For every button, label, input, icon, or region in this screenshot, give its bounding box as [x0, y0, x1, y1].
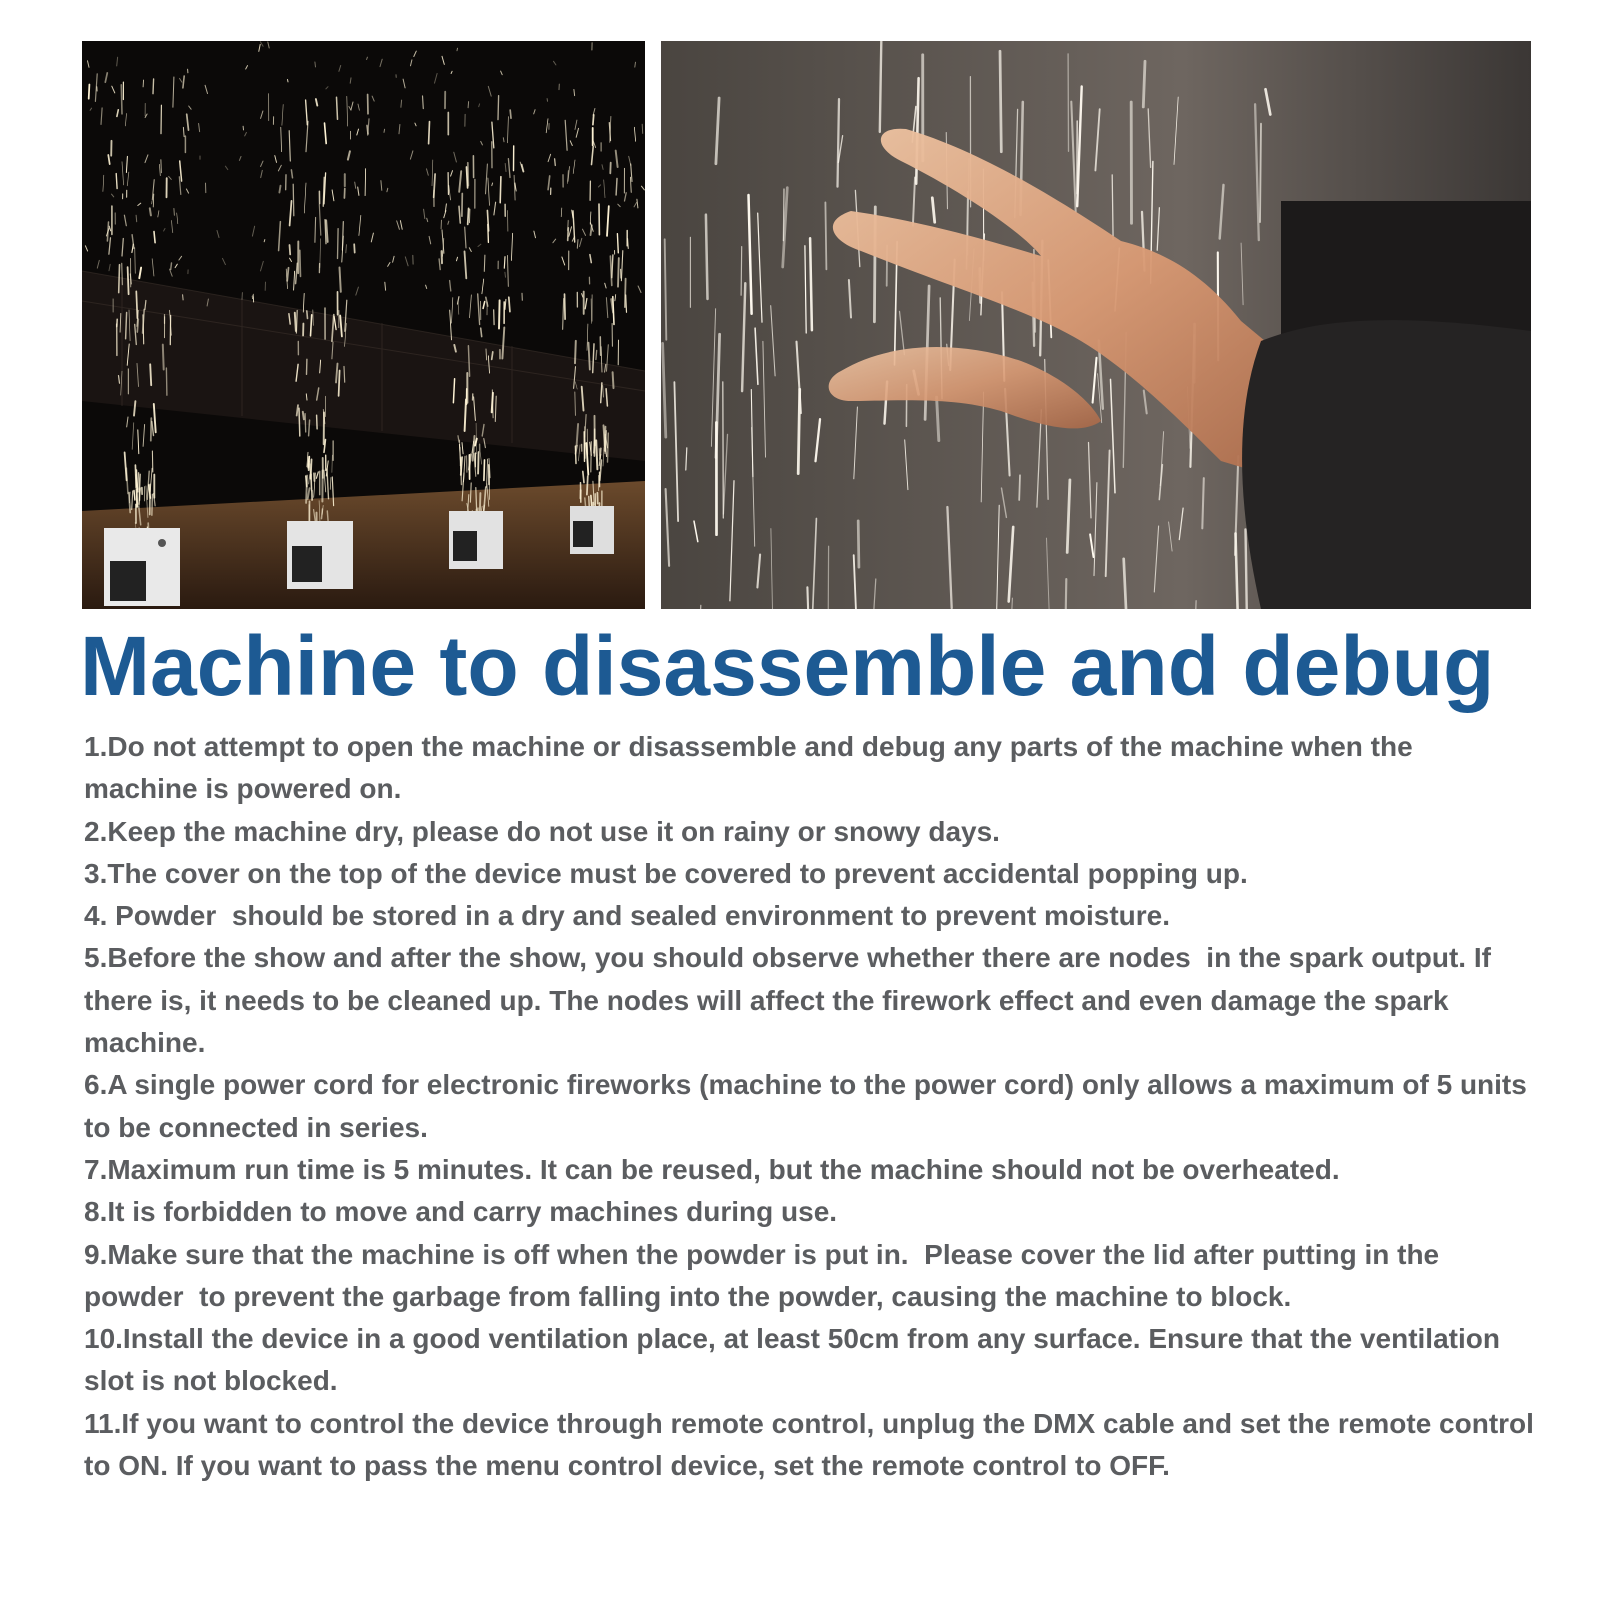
spark-streak	[467, 167, 468, 188]
spark-machine-1	[104, 528, 180, 606]
spark-streak	[121, 85, 122, 114]
spark-dot	[568, 220, 569, 230]
spark-streak	[596, 440, 597, 469]
rule-item: 9.Make sure that the machine is off when the powder is put in. Please cover the lid after putting in the powder to prevent the garbage from falling into the powder, causing the machine to block.	[84, 1238, 1447, 1312]
spark-streak	[153, 79, 154, 94]
spark-dot	[174, 209, 175, 216]
spark-streak	[825, 202, 826, 269]
hand-in-sparks-photo	[661, 41, 1531, 609]
spark-streak	[838, 99, 840, 187]
spark-streak	[594, 441, 595, 453]
spark-dot	[577, 240, 578, 249]
spark-streak	[613, 372, 614, 388]
spark-streak	[880, 42, 882, 132]
spark-streak	[126, 313, 127, 339]
spark-machine-2	[287, 521, 353, 589]
spark-streak	[303, 412, 304, 420]
rule-item: 10.Install the device in a good ventilation place, at least 50cm from any surface. Ensure that the ventilation slot is not blocked.	[84, 1323, 1508, 1397]
spark-streak	[498, 96, 499, 120]
spark-streak	[295, 313, 296, 331]
spark-streak	[617, 234, 618, 253]
rule-item: 11.If you want to control the device through remote control, unplug the DMX cable and set the remote control to ON. If you want to pass the menu control device, set the remote control to OFF.	[84, 1407, 1542, 1482]
sleeve-shape	[1242, 320, 1531, 609]
spark-streak	[591, 442, 592, 472]
spark-streak	[330, 478, 331, 490]
spark-dot	[136, 215, 137, 221]
spark-streak	[1246, 529, 1248, 609]
spark-dot	[468, 102, 469, 108]
spark-streak	[565, 294, 566, 319]
spark-dot	[183, 127, 184, 136]
spark-streak	[596, 350, 597, 359]
spark-streak	[128, 267, 129, 294]
spark-streak	[1260, 124, 1261, 222]
spark-streak	[741, 247, 742, 296]
spark-dot	[264, 240, 265, 242]
spark-streak	[575, 392, 576, 415]
rule-item: 4. Powder should be stored in a dry and sealed environment to prevent moisture.	[84, 900, 1171, 932]
spark-streak	[136, 291, 137, 318]
spark-streak	[604, 425, 605, 446]
spark-streak	[337, 97, 338, 119]
spark-streak	[293, 184, 294, 216]
spark-streak	[305, 414, 306, 432]
spark-dot	[505, 272, 506, 277]
spark-streak	[338, 229, 339, 259]
spark-streak	[354, 244, 355, 252]
spark-streak	[300, 250, 301, 276]
spark-streak	[344, 367, 345, 383]
spark-streak	[500, 177, 501, 203]
spark-streak	[313, 310, 314, 326]
spark-streak	[468, 208, 469, 224]
spark-streak	[616, 179, 617, 196]
spark-streak	[150, 208, 151, 215]
spark-streak	[706, 215, 708, 299]
spark-dot	[574, 90, 575, 96]
spark-streak	[481, 328, 482, 337]
spark-dot	[183, 295, 184, 300]
spark-streak	[555, 159, 556, 166]
spark-streak	[339, 371, 340, 396]
spark-streak	[509, 297, 510, 311]
spark-streak	[587, 476, 588, 495]
hand-sparks-illustration	[661, 41, 1531, 609]
spark-machines-illustration	[82, 41, 645, 609]
spark-streak	[122, 263, 123, 284]
rule-item: 1.Do not attempt to open the machine or disassemble and debug any parts of the machine when the machine is powered on.	[84, 731, 1421, 805]
rule-item: 5.Before the show and after the show, you should observe whether there are nodes in the spark output. If there is, it needs to be cleaned up. The nodes will affect the firework effect and even damage the spark machine.	[84, 942, 1499, 1059]
spark-streak	[492, 352, 493, 360]
spark-streak	[488, 224, 489, 242]
spark-streak	[783, 189, 784, 241]
spark-dot	[288, 80, 289, 82]
spark-streak	[429, 122, 430, 144]
spark-streak	[618, 258, 619, 287]
spark-streak	[593, 115, 594, 125]
spark-streak	[499, 300, 500, 328]
spark-streak	[723, 382, 724, 518]
spark-streak	[163, 345, 164, 370]
spark-streak	[1000, 51, 1001, 152]
spark-streak	[315, 217, 316, 242]
spark-streak	[1019, 475, 1020, 500]
spark-streak	[470, 483, 471, 502]
spark-dot	[401, 100, 402, 107]
rule-item: 3.The cover on the top of the device must be covered to prevent accidental popping up.	[84, 857, 1248, 889]
spark-streak	[150, 364, 151, 385]
spark-streak	[154, 232, 155, 243]
spark-streak	[290, 245, 291, 254]
spark-streak	[296, 311, 297, 334]
spark-streak	[317, 415, 318, 429]
spark-streak	[365, 169, 366, 196]
spark-streak	[486, 349, 487, 360]
spark-dot	[384, 129, 385, 132]
spark-streak	[135, 465, 136, 488]
rule-item: 2.Keep the machine dry, please do not use it on rainy or snowy days.	[84, 815, 1000, 847]
spark-streak	[89, 85, 90, 99]
spark-machine-3	[449, 511, 503, 569]
rule-item: 7.Maximum run time is 5 minutes. It can be reused, but the machine should not be overheated.	[84, 1153, 1340, 1185]
spark-streak	[279, 186, 280, 193]
spark-streak	[478, 452, 479, 474]
spark-dot	[457, 48, 458, 51]
spark-streak	[858, 521, 859, 567]
spark-streak	[299, 408, 300, 436]
spark-streak	[1143, 61, 1145, 107]
spark-streak	[291, 170, 292, 178]
spark-streak	[166, 368, 167, 395]
spark-streak	[119, 265, 120, 293]
spark-streak	[510, 110, 511, 118]
spark-machines-photo	[82, 41, 645, 609]
spark-streak	[306, 394, 307, 400]
page-title: Machine to disassemble and debug	[80, 619, 1495, 713]
spark-streak	[504, 257, 505, 269]
spark-streak	[575, 341, 576, 363]
spark-dot	[346, 245, 347, 253]
spark-streak	[309, 420, 310, 436]
spark-machine-4	[570, 506, 614, 554]
spark-streak	[1112, 175, 1113, 240]
spark-dot	[315, 62, 316, 67]
spark-streak	[297, 405, 298, 415]
spark-streak	[116, 174, 117, 189]
spark-streak	[423, 96, 424, 109]
spark-dot	[642, 124, 643, 133]
spark-dot	[635, 62, 636, 67]
spark-streak	[151, 418, 152, 441]
rule-item: 6.A single power cord for electronic fireworks (machine to the power cord) only allows a maximum of 5 units to be connected in series.	[84, 1069, 1535, 1143]
spark-dot	[503, 138, 504, 142]
spark-streak	[625, 279, 626, 307]
safety-rules-list	[84, 726, 1542, 1487]
spark-streak	[798, 389, 800, 473]
spark-streak	[340, 268, 341, 292]
rule-item: 8.It is forbidden to move and carry machines during use.	[84, 1196, 838, 1228]
spark-streak	[810, 238, 812, 330]
spark-streak	[307, 311, 308, 319]
spark-streak	[171, 263, 172, 270]
spark-streak	[134, 491, 135, 501]
spark-streak	[484, 460, 485, 481]
spark-streak	[484, 255, 485, 271]
